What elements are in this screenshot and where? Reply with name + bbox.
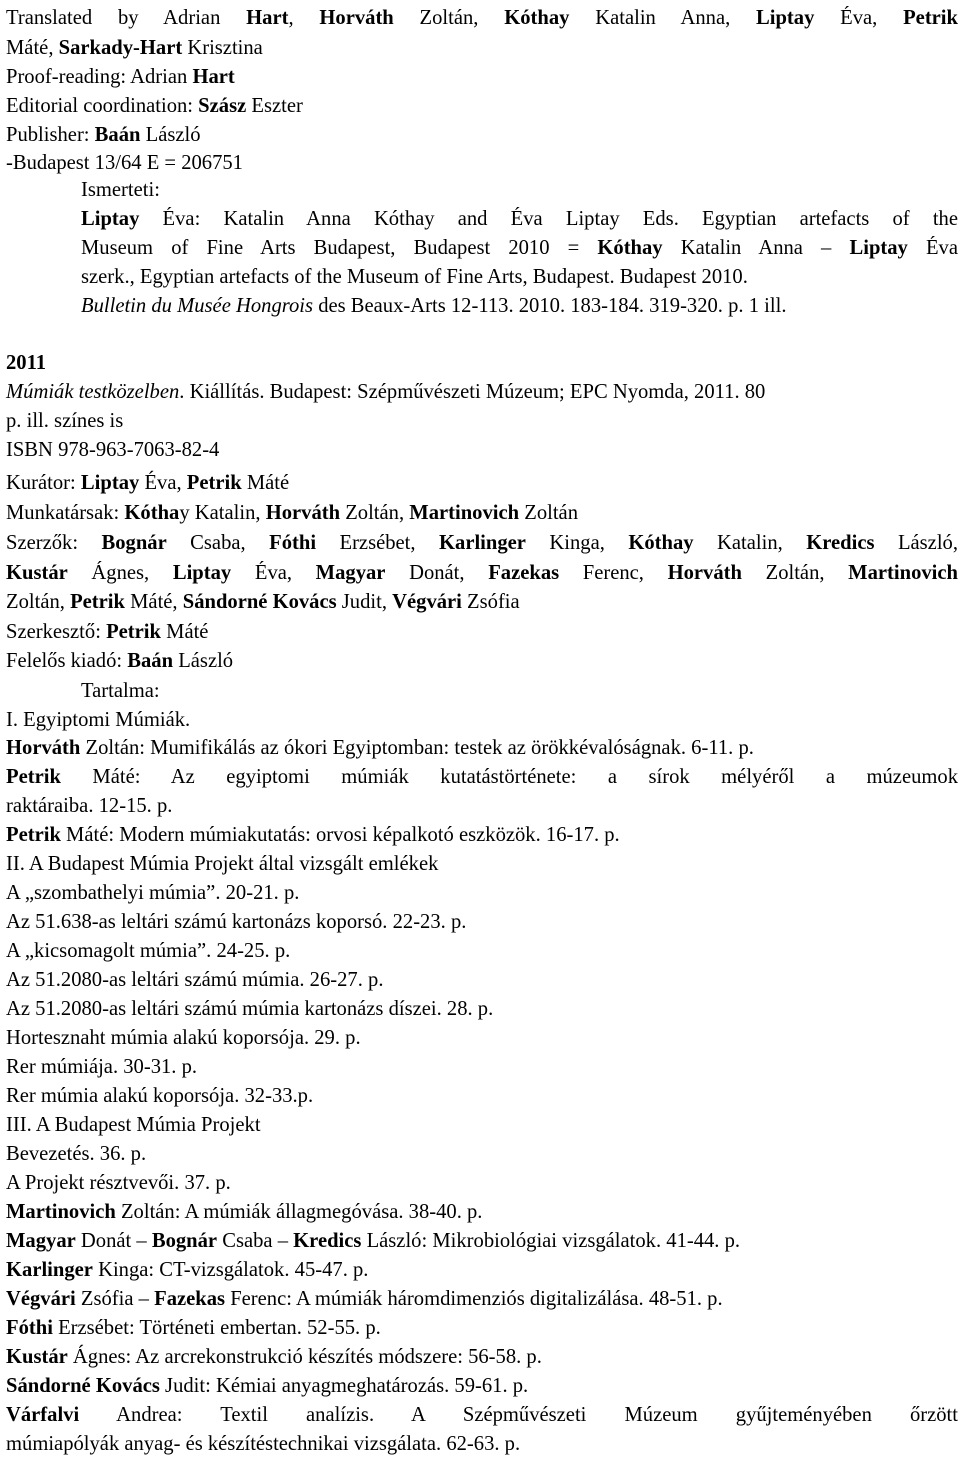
text-run: Szerkesztő: [6, 621, 107, 643]
text-run: Éva, [814, 7, 904, 29]
text-run: Editorial coordination: [6, 95, 199, 117]
text-run: Katalin Anna – [662, 237, 850, 259]
text-line [6, 1055, 958, 1079]
bold-name: Horváth [265, 502, 341, 524]
bold-name: Horváth [319, 7, 394, 29]
bold-name: Bognár [151, 1230, 218, 1252]
bold-name: Karlinger [439, 532, 526, 554]
text-line [6, 1287, 958, 1311]
text-line [6, 852, 958, 876]
text-run: ISBN 978-963-7063-82-4 [6, 439, 220, 461]
text-run: László: Mikrobiológiai vizsgálatok. 41-44. p. [361, 1230, 741, 1252]
bold-name: Martinovich [848, 562, 958, 584]
text-run: Kinga: CT-vizsgálatok. 45-47. p. [92, 1259, 369, 1281]
text-run: II. A Budapest Múmia Projekt által vizsgált emlékek [6, 853, 439, 875]
bold-name: Várfalvi [6, 1404, 80, 1426]
text-run: -Budapest 13/64 E = 206751 [6, 152, 243, 174]
text-run: Tartalma: [81, 680, 160, 702]
text-run: Ferenc, [559, 562, 668, 584]
bold-name: Fóthi [6, 1317, 53, 1339]
text-run: Erzsébet, [316, 532, 439, 554]
text-line [6, 531, 958, 555]
bold-name: Kustár [6, 1346, 68, 1368]
bold-name: Liptay [172, 562, 232, 584]
text-run: Rer múmiája. 30-31. p. [6, 1056, 198, 1078]
text-run: Katalin, [693, 532, 807, 554]
text-line [6, 708, 958, 732]
bold-name: Horváth [667, 562, 742, 584]
text-line [6, 823, 958, 847]
text-line [6, 351, 958, 375]
text-run: Csaba – [217, 1230, 294, 1252]
text-line [6, 380, 958, 404]
text-run: I. Egyiptomi Múmiák. [6, 709, 191, 731]
text-run: Éva, [231, 562, 316, 584]
bold-name: Végvári [392, 591, 462, 613]
text-run: Krisztina [182, 37, 263, 59]
text-run: Éva: Katalin Anna Kóthay and Éva Liptay Eds. Egyptian artefacts of the [139, 208, 958, 230]
bold-name: Petrik [6, 824, 61, 846]
bold-name: Kóthay [628, 532, 694, 554]
text-run: Donát, [385, 562, 489, 584]
text-run: Judit, [336, 591, 393, 613]
text-run: Az 51.2080-as leltári számú múmia kartonázs díszei. 28. p. [6, 998, 494, 1020]
bold-name: Sándorné Kovács [182, 591, 337, 613]
text-run: Máté [241, 472, 290, 494]
text-line [6, 1258, 958, 1282]
text-line [81, 178, 958, 202]
text-line [6, 438, 958, 462]
text-run: Andrea: Textil analízis. A Szépművészeti Múzeum gyűjteményében őrzött [79, 1404, 958, 1426]
text-run: Zoltán [519, 502, 578, 524]
bold-name: Sarkady-Hart [58, 37, 183, 59]
text-line [6, 1432, 958, 1456]
bold-name: Magyar [315, 562, 386, 584]
text-line [6, 1113, 958, 1137]
text-line [6, 409, 958, 433]
text-line [6, 151, 958, 175]
text-run: Judit: Kémiai anyagmeghatározás. 59-61. p. [159, 1375, 529, 1397]
text-run: p. ill. színes is [6, 410, 124, 432]
text-run: Ágnes: Az arcrekonstrukció készítés módszere: 56-58. p. [67, 1346, 542, 1368]
text-line [6, 123, 958, 147]
text-run: raktáraiba. 12-15. p. [6, 795, 173, 817]
text-run: Zoltán: Mumifikálás az ókori Egyiptomban: testek az örökkévalóságnak. 6-11. p. [80, 737, 754, 759]
text-run: Proof-reading: Adrian [6, 66, 193, 88]
text-run: Máté: Modern múmiakutatás: orvosi képalkotó eszközök. 16-17. p. [60, 824, 620, 846]
bold-name: Végvári [6, 1288, 76, 1310]
bold-name: Hart [246, 7, 289, 29]
text-run: Zsófia – [75, 1288, 155, 1310]
bold-name: Kóthay [504, 7, 570, 29]
text-run: Bevezetés. 36. p. [6, 1143, 147, 1165]
bold-name: Fazekas [488, 562, 560, 584]
bold-name: Martinovich [409, 502, 520, 524]
text-run: A „szombathelyi múmia”. 20-21. p. [6, 882, 300, 904]
text-run: Museum of Fine Arts Budapest, Budapest 2010 = [81, 237, 598, 259]
bold-name: Martinovich [6, 1201, 116, 1223]
text-line [6, 1403, 958, 1427]
text-line [6, 997, 958, 1021]
text-run: , [288, 7, 320, 29]
text-line [6, 881, 958, 905]
text-run: Felelős kiadó: [6, 650, 128, 672]
text-line [81, 265, 958, 289]
text-line [6, 794, 958, 818]
text-run: Zoltán, [340, 502, 410, 524]
text-run: Hortesznaht múmia alakú koporsója. 29. p. [6, 1027, 361, 1049]
text-run: A „kicsomagolt múmia”. 24-25. p. [6, 940, 291, 962]
text-run: Kinga, [525, 532, 629, 554]
text-run: Publisher: [6, 124, 95, 146]
text-run: Katalin Anna, [569, 7, 756, 29]
text-run: Ferenc: A múmiák háromdimenziós digitalizálása. 48-51. p. [225, 1288, 723, 1310]
text-line [6, 620, 958, 644]
text-run: y Katalin, [179, 502, 266, 524]
text-run: Máté: Az egyiptomi múmiák kutatástörténete: a sírok mélyéről a múzeumok [60, 766, 958, 788]
text-line [6, 968, 958, 992]
text-run: Máté, [6, 37, 59, 59]
text-run: Zoltán, [6, 591, 71, 613]
italic-title: Múmiák testközelben [6, 381, 180, 403]
text-line [6, 65, 958, 89]
bold-name: Horváth [6, 737, 81, 759]
text-run: . Kiállítás. Budapest: Szépművészeti Múzeum; EPC Nyomda, 2011. 80 [179, 381, 766, 403]
bold-name: Liptay [80, 472, 140, 494]
text-line [6, 1229, 958, 1253]
bold-name: Kredics [293, 1230, 362, 1252]
bold-name: Fazekas [154, 1288, 226, 1310]
bold-name: Liptay [81, 208, 140, 230]
text-line [6, 1374, 958, 1398]
text-run: szerk., Egyptian artefacts of the Museum of Fine Arts, Budapest. Budapest 2010. [81, 266, 748, 288]
bold-name: Liptay [849, 237, 908, 259]
text-line [6, 1026, 958, 1050]
text-line [6, 501, 958, 525]
text-run: Zsófia [461, 591, 520, 613]
text-line [6, 1142, 958, 1166]
bold-name: Szász [198, 95, 247, 117]
text-line [6, 36, 958, 60]
bold-name: Petrik [186, 472, 242, 494]
text-run: A Projekt résztvevői. 37. p. [6, 1172, 231, 1194]
text-run: Az 51.2080-as leltári számú múmia. 26-27. p. [6, 969, 384, 991]
text-run: Eszter [246, 95, 303, 117]
text-line [6, 6, 958, 30]
bold-name: Bognár [101, 532, 167, 554]
text-line [6, 561, 958, 585]
bold-name: Kredics [806, 532, 875, 554]
bold-name: Sándorné Kovács [6, 1375, 160, 1397]
bold-name: Fóthi [269, 532, 317, 554]
bold-name: Magyar [6, 1230, 76, 1252]
text-run: Az 51.638-as leltári számú kartonázs koporsó. 22-23. p. [6, 911, 467, 933]
text-run: Csaba, [166, 532, 270, 554]
bold-name: Petrik [106, 621, 161, 643]
text-line [6, 1084, 958, 1108]
text-run: Zoltán: A múmiák állagmegóvása. 38-40. p. [115, 1201, 483, 1223]
text-run: Munkatársak: [6, 502, 125, 524]
text-line [6, 736, 958, 760]
text-line [81, 207, 958, 231]
bold-name: Kótha [124, 502, 180, 524]
text-run: Donát – [75, 1230, 152, 1252]
text-run: des Beaux-Arts 12-113. 2010. 183-184. 319-320. p. 1 ill. [313, 295, 787, 317]
text-line [6, 765, 958, 789]
text-run: Erzsébet: Történeti embertan. 52-55. p. [52, 1317, 381, 1339]
text-run: Szerzők: [6, 532, 102, 554]
text-run: Éva, [139, 472, 187, 494]
text-run: Ismerteti: [81, 179, 160, 201]
text-run: Zoltán, [741, 562, 849, 584]
bold-name: Petrik [70, 591, 125, 613]
text-line [6, 94, 958, 118]
bold-name: Baán [94, 124, 141, 146]
text-line [6, 939, 958, 963]
text-line [6, 910, 958, 934]
bold-name: Karlinger [6, 1259, 93, 1281]
text-run: Rer múmia alakú koporsója. 32-33.p. [6, 1085, 314, 1107]
text-run: László [173, 650, 234, 672]
text-run: múmiapólyák anyag- és készítéstechnikai vizsgálata. 62-63. p. [6, 1433, 521, 1455]
bold-name: Baán [127, 650, 174, 672]
text-run: Ágnes, [67, 562, 173, 584]
text-line [6, 1200, 958, 1224]
text-run: Translated by Adrian [6, 7, 247, 29]
text-run: Zoltán, [393, 7, 505, 29]
text-run: III. A Budapest Múmia Projekt [6, 1114, 261, 1136]
text-line [6, 471, 958, 495]
text-run: Éva [907, 237, 958, 259]
bold-name: Kóthay [597, 237, 663, 259]
text-line [6, 1171, 958, 1195]
text-line [6, 1345, 958, 1369]
italic-title: Bulletin du Musée Hongrois [81, 295, 314, 317]
bold-name: 2011 [6, 352, 47, 374]
text-run: László, [874, 532, 958, 554]
bold-name: Petrik [6, 766, 61, 788]
text-line [81, 294, 958, 318]
bold-name: Kustár [6, 562, 68, 584]
bold-name: Petrik [903, 7, 958, 29]
text-line [81, 679, 958, 703]
bold-name: Liptay [756, 7, 815, 29]
bold-name: Hart [192, 66, 235, 88]
text-line [6, 1316, 958, 1340]
text-line [81, 236, 958, 260]
text-line [6, 649, 958, 673]
text-run: Kurátor: [6, 472, 81, 494]
text-run: László [140, 124, 201, 146]
text-run: Máté, [124, 591, 183, 613]
text-line [6, 590, 958, 614]
text-run: Máté [160, 621, 209, 643]
